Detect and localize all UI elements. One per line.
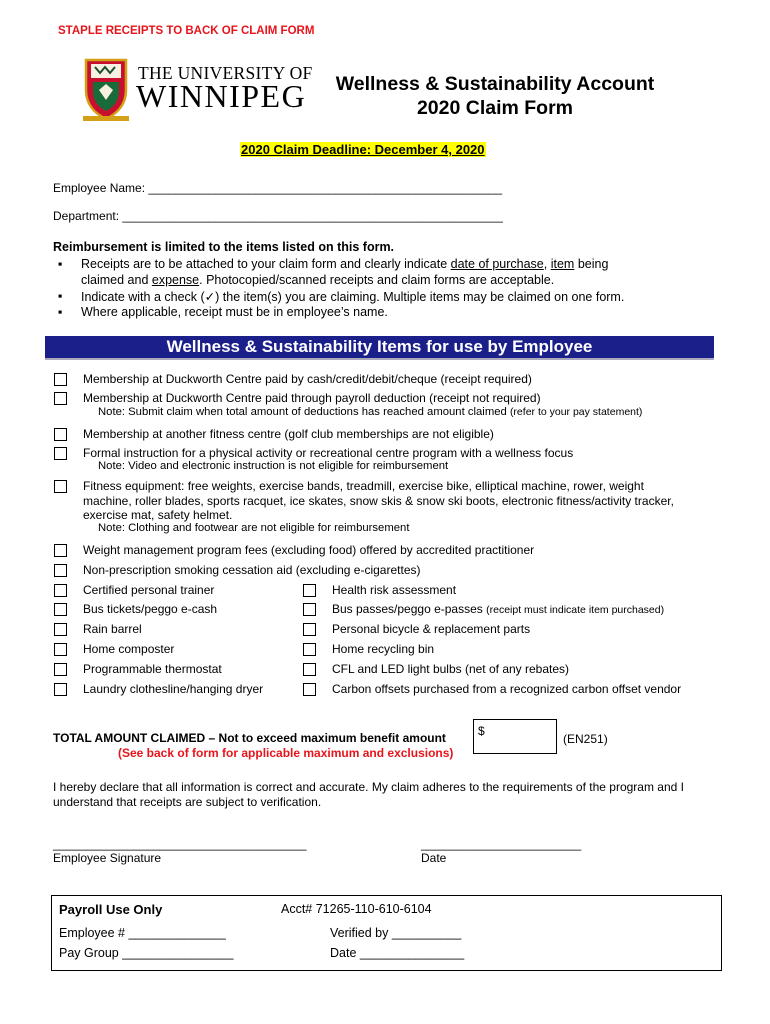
item-formal-instruction: Formal instruction for a physical activity or recreational centre program with a wellness focus xyxy=(83,446,574,460)
note-fitness-equipment: Note: Clothing and footwear are not eligible for reimbursement xyxy=(98,522,410,534)
instruction-employee-name: Where applicable, receipt must be in employee’s name. xyxy=(81,305,388,319)
item-other-fitness: Membership at another fitness centre (golf club memberships are not eligible) xyxy=(83,427,494,441)
item-bus-tickets: Bus tickets/peggo e-cash xyxy=(83,602,218,616)
instruction-underlined: expense xyxy=(151,273,200,287)
item-carbon-offsets: Carbon offsets purchased from a recognized carbon offset vendor xyxy=(332,682,682,696)
item-bicycle: Personal bicycle & replacement parts xyxy=(332,622,531,636)
bullet-marker: ▪ xyxy=(58,305,63,319)
item-clothesline: Laundry clothesline/hanging dryer xyxy=(83,682,264,696)
note-text: Note: Submit claim when total amount of deductions has reached amount claimed xyxy=(98,406,507,418)
signature-line[interactable]: ______________________________________ xyxy=(53,837,307,851)
logo-text-line2: WINNIPEG xyxy=(136,78,307,114)
checkbox-weight-management[interactable] xyxy=(54,544,67,557)
total-amount-input[interactable] xyxy=(473,719,557,754)
note-formal-instruction: Note: Video and electronic instruction is not eligible for reimbursement xyxy=(98,460,449,472)
note-duckworth-payroll xyxy=(98,406,642,418)
checkbox-left-0[interactable] xyxy=(54,584,67,597)
item-duckworth-payroll: Membership at Duckworth Centre paid through payroll deduction (receipt not required) xyxy=(83,391,541,405)
university-crest-logo xyxy=(83,56,129,122)
department-field[interactable]: Department: _________________________________________________________ xyxy=(53,209,503,223)
bullet-marker: ▪ xyxy=(58,289,63,303)
item-thermostat: Programmable thermostat xyxy=(83,662,222,676)
form-title-line2: 2020 Claim Form xyxy=(416,97,574,119)
item-personal-trainer: Certified personal trainer xyxy=(83,583,215,597)
checkbox-formal-instruction[interactable] xyxy=(54,447,67,460)
item-health-risk: Health risk assessment xyxy=(332,583,457,597)
form-title-line1: Wellness & Sustainability Account xyxy=(335,73,655,95)
payroll-title: Payroll Use Only xyxy=(59,902,163,917)
instruction-text: Receipts are to be attached to your claim form and clearly indicate xyxy=(81,257,451,271)
item-weight-management: Weight management program fees (excluding food) offered by accredited practitioner xyxy=(83,543,535,557)
instruction-underlined: item xyxy=(550,257,575,271)
total-amount-label: TOTAL AMOUNT CLAIMED – Not to exceed maximum benefit amount xyxy=(53,731,446,745)
currency-symbol: $ xyxy=(478,724,485,738)
checkbox-duckworth-cash[interactable] xyxy=(54,373,67,386)
checkbox-left-5[interactable] xyxy=(54,683,67,696)
form-title xyxy=(310,72,680,120)
instruction-text: claimed and xyxy=(81,273,152,287)
claim-deadline: 2020 Claim Deadline: December 4, 2020 xyxy=(241,142,485,157)
note-small-text: (refer to your pay statement) xyxy=(509,406,643,418)
date-line[interactable]: ________________________ xyxy=(421,837,582,851)
item-fitness-equipment-l1: Fitness equipment: free weights, exercise bands, treadmill, exercise bike, elliptical machine, rower, weight xyxy=(83,479,644,493)
item-fitness-equipment-l2: machine, roller blades, sports racquet, ice skates, snow skis & snow ski boots, electronic fitness/activity tracker, xyxy=(83,494,674,508)
employee-number-field[interactable]: Employee # ______________ xyxy=(59,926,226,940)
staple-receipts-note: STAPLE RECEIPTS TO BACK OF CLAIM FORM xyxy=(58,25,315,37)
item-home-composter: Home composter xyxy=(83,642,175,656)
checkbox-left-3[interactable] xyxy=(54,643,67,656)
checkbox-other-fitness[interactable] xyxy=(54,428,67,441)
instruction-check: Indicate with a check (✓) the item(s) you are claiming. Multiple items may be claimed on one form. xyxy=(81,290,625,304)
checkbox-left-4[interactable] xyxy=(54,663,67,676)
checkbox-left-1[interactable] xyxy=(54,603,67,616)
checkbox-right-2[interactable] xyxy=(303,623,316,636)
signature-label: Employee Signature xyxy=(53,851,162,865)
item-bus-passes xyxy=(332,602,664,616)
item-duckworth-cash: Membership at Duckworth Centre paid by cash/credit/debit/cheque (receipt required) xyxy=(83,372,532,386)
item-text: Bus passes/peggo e-passes xyxy=(332,602,483,616)
bullet-marker: ▪ xyxy=(58,257,63,271)
declaration-text: I hereby declare that all information is correct and accurate. My claim adheres to the requirements of the program and I understand that receipts are subject to verification. xyxy=(53,780,684,809)
section-header-bar xyxy=(45,336,714,360)
checkbox-right-4[interactable] xyxy=(303,663,316,676)
date-label: Date xyxy=(421,851,447,865)
checkbox-fitness-equipment[interactable] xyxy=(54,480,67,493)
instruction-receipts-cont xyxy=(81,273,554,287)
pay-group-field[interactable]: Pay Group ________________ xyxy=(59,946,234,960)
item-small-text: (receipt must indicate item purchased) xyxy=(486,604,665,616)
instruction-text: , xyxy=(543,257,551,271)
checkbox-right-1[interactable] xyxy=(303,603,316,616)
checkbox-right-3[interactable] xyxy=(303,643,316,656)
item-light-bulbs: CFL and LED light bulbs (net of any rebates) xyxy=(332,662,570,676)
see-back-note: (See back of form for applicable maximum and exclusions) xyxy=(118,746,454,760)
checkbox-right-0[interactable] xyxy=(303,584,316,597)
item-recycling-bin: Home recycling bin xyxy=(332,642,435,656)
employee-name-field[interactable]: Employee Name: _____________________________________________________ xyxy=(53,181,503,195)
checkbox-right-5[interactable] xyxy=(303,683,316,696)
checkbox-smoking-cessation[interactable] xyxy=(54,564,67,577)
checkbox-duckworth-payroll[interactable] xyxy=(54,392,67,405)
account-number: Acct# 71265-110-610-6104 xyxy=(281,902,432,916)
instruction-receipts xyxy=(81,257,608,271)
reimbursement-heading: Reimbursement is limited to the items listed on this form. xyxy=(53,240,395,254)
instruction-text: . Photocopied/scanned receipts and claim forms are acceptable. xyxy=(199,273,555,287)
payroll-date-field[interactable]: Date _______________ xyxy=(330,946,465,960)
verified-by-field[interactable]: Verified by __________ xyxy=(330,926,462,940)
instruction-underlined: date of purchase xyxy=(450,257,544,271)
checkbox-left-2[interactable] xyxy=(54,623,67,636)
item-smoking-cessation: Non-prescription smoking cessation aid (excluding e-cigarettes) xyxy=(83,563,421,577)
section-title: Wellness & Sustainability Items for use by Employee xyxy=(166,337,593,356)
item-fitness-equipment-l3: exercise mat, safety helmet. xyxy=(83,508,233,522)
instruction-text: being xyxy=(574,257,609,271)
account-code: (EN251) xyxy=(563,732,608,746)
logo-text-line1: THE UNIVERSITY OF xyxy=(138,63,313,83)
item-rain-barrel: Rain barrel xyxy=(83,622,142,636)
